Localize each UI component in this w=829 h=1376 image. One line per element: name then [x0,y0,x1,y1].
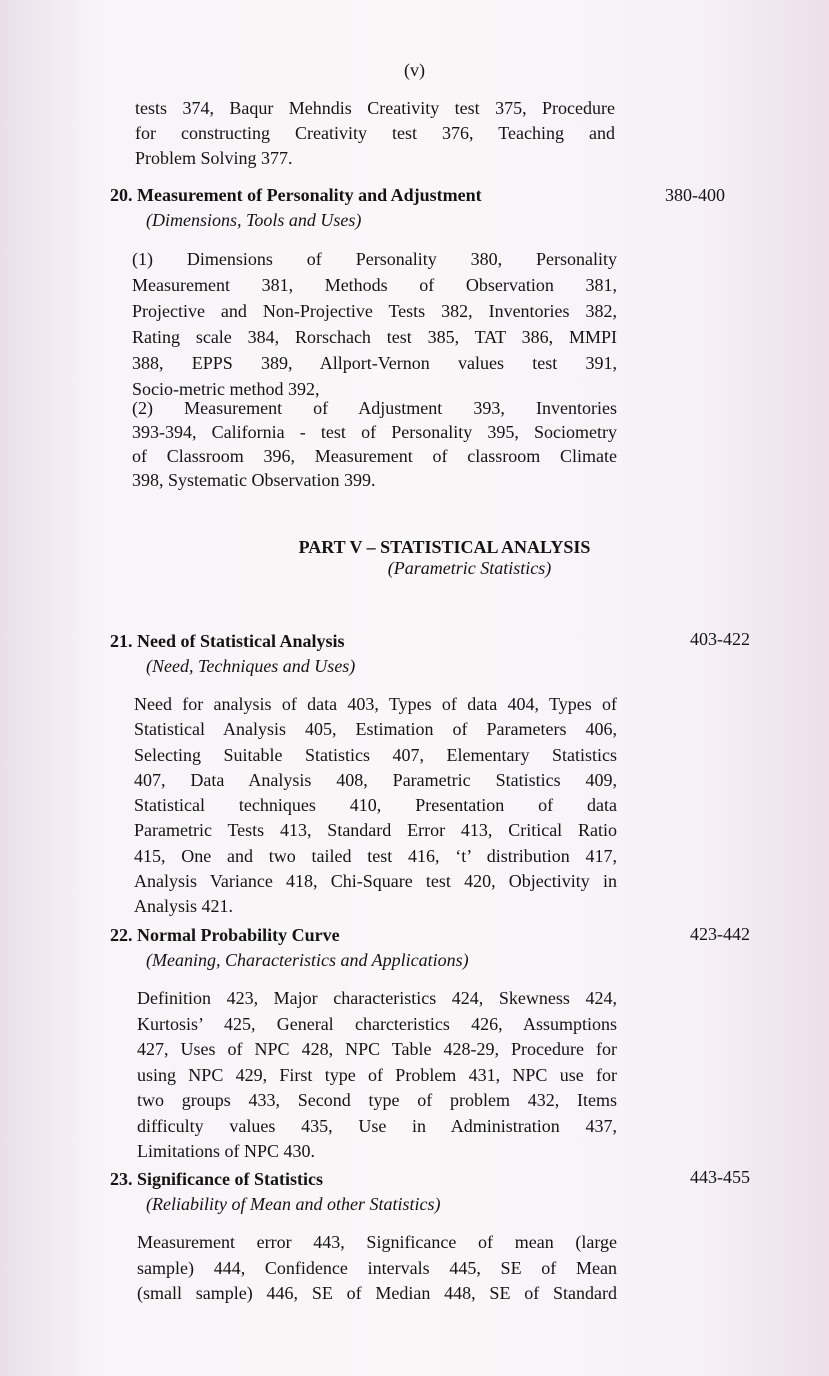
chapter-22-page-range: 423-442 [690,924,750,944]
text-line: (1) Dimensions of Personality 380, Personality [132,249,617,269]
text-line: Analysis Variance 418, Chi-Square test 420, Objectivity in [134,871,617,892]
text-line: using NPC 429, First type of Problem 431, NPC use for [137,1064,617,1085]
text-line: tests 374, Baqur Mehndis Creativity test 375, Procedure [135,98,615,118]
text-line: Projective and Non-Projective Tests 382, Inventories 382, [132,301,617,321]
text-line: 427, Uses of NPC 428, NPC Table 428-29, Procedure for [137,1039,617,1059]
text-line: Statistical techniques 410, Presentation of data [134,795,617,816]
chapter-23-paragraph [137,1230,617,1307]
chapter-20-page-range: 380-400 [665,185,725,205]
text-line: for constructing Creativity test 376, Teaching and [135,123,615,143]
part-5-subtitle: (Parametric Statistics) [387,558,552,578]
chapter-20-section-2 [132,396,617,492]
text-line: Selecting Suitable Statistics 407, Elementary Statistics [134,744,617,765]
chapter-23-page-range: 443-455 [690,1167,750,1187]
text-line: Limitations of NPC 430. [137,1141,316,1161]
text-line: Measurement 381, Methods of Observation 381, [132,275,617,295]
chapter-20-title: 20. Measurement of Personality and Adjustment [110,185,482,205]
text-line: Socio-metric method 392, [132,379,320,399]
text-line: 407, Data Analysis 408, Parametric Statistics 409, [134,769,617,790]
text-line: of Classroom 396, Measurement of classroom Climate [132,446,617,466]
text-line: 393-394, California - test of Personality 395, Sociometry [132,422,617,442]
chapter-23-subtitle: (Reliability of Mean and other Statistics) [146,1194,441,1214]
chapter-21-subtitle: (Need, Techniques and Uses) [146,656,356,676]
chapter-21-page-range: 403-422 [690,629,750,649]
text-line: Analysis 421. [134,896,233,917]
chapter-22-paragraph [137,986,617,1165]
text-line: Parametric Tests 413, Standard Error 413, Critical Ratio [134,820,617,841]
text-line: Need for analysis of data 403, Types of data 404, Types of [134,694,617,714]
text-line: two groups 433, Second type of problem 432, Items [137,1090,617,1110]
text-line: (small sample) 446, SE of Median 448, SE of Standard [137,1283,617,1303]
chapter-23-title: 23. Significance of Statistics [110,1169,323,1189]
chapter-22-subtitle: (Meaning, Characteristics and Applications) [146,950,469,970]
text-line: Measurement error 443, Significance of mean (large [137,1232,617,1252]
text-line: sample) 444, Confidence intervals 445, SE of Mean [137,1257,617,1278]
text-line: difficulty values 435, Use in Administration 437, [137,1115,617,1136]
chapter-21-paragraph [134,692,617,920]
text-line: 415, One and two tailed test 416, ‘t’ distribution 417, [134,845,617,866]
intro-paragraph [135,96,615,171]
text-line: Statistical Analysis 405, Estimation of Parameters 406, [134,719,617,740]
text-line: Rating scale 384, Rorschach test 385, TAT 386, MMPI [132,327,617,347]
page-number: (v) [404,60,425,80]
text-line: 398, Systematic Observation 399. [132,470,376,490]
text-line: Kurtosis’ 425, General charcteristics 426, Assumptions [137,1013,617,1034]
chapter-22-title: 22. Normal Probability Curve [110,925,340,945]
text-line: Definition 423, Major characteristics 424, Skewness 424, [137,988,617,1008]
chapter-21-title: 21. Need of Statistical Analysis [110,631,345,651]
part-5-heading [0,537,829,579]
text-line: (2) Measurement of Adjustment 393, Inventories [132,398,617,418]
text-line: 388, EPPS 389, Allport-Vernon values test 391, [132,353,617,373]
text-line: Problem Solving 377. [135,148,293,168]
chapter-20-subtitle: (Dimensions, Tools and Uses) [146,210,362,230]
part-5-title: PART V – STATISTICAL ANALYSIS [298,537,591,557]
chapter-20-section-1 [132,246,617,402]
